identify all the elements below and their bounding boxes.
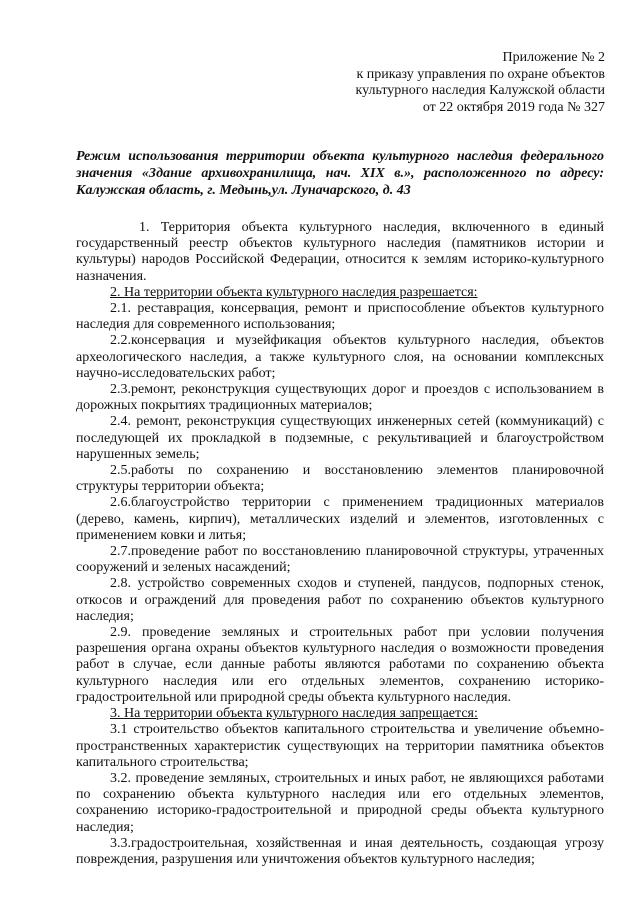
appendix-order-ref: к приказу управления по охране объектов <box>356 66 605 82</box>
paragraph-3-1: 3.1 строительство объектов капитального строительства и увеличение объемно-пространственных характеристик существующих на территории памятника объектов капитального строительства; <box>76 722 604 770</box>
paragraph-2-2: 2.2.консервация и музейфикация объектов культурного наследия, объектов археологического наследия, а также культурного слоя, на основании комплексных научно-исследовательских работ; <box>76 333 604 381</box>
appendix-date: от 22 октября 2019 года № 327 <box>422 99 605 115</box>
paragraph-2-3: 2.3.ремонт, реконструкция существующих дорог и проездов с использованием в дорожных покрытиях традиционных материалов; <box>76 382 604 414</box>
appendix-number: Приложение № 2 <box>502 50 605 65</box>
document-title: Режим использования территории объекта культурного наследия федерального значения «Здание архивохранилища, нач. XIX в.», расположенного по адресу: Калужская область, г. Медынь,ул. Луначарского, д. 43 <box>76 149 604 198</box>
paragraph-2-6: 2.6.благоустройство территории с применением традиционных материалов (дерево, камень, кирпич), металлических изделий и элементов, изготовленных с применением ковки и литья; <box>76 495 604 543</box>
appendix-header <box>356 50 605 116</box>
paragraph-2-8: 2.8. устройство современных сходов и ступеней, пандусов, подпорных стенок, откосов и ограждений для проведения работ по сохранению объектов культурного наследия; <box>76 576 604 624</box>
paragraph-1: 1. Территория объекта культурного наследия, включенного в единый государственный реестр объектов культурного наследия (памятников истории и культуры) народов Российской Федерации, относится к землям историко-культурного назначения. <box>76 220 604 284</box>
paragraph-3-3: 3.3.градостроительная, хозяйственная и иная деятельность, создающая угрозу повреждения, разрушения или уничтожения объектов культурного наследия; <box>76 835 604 867</box>
paragraph-2-7: 2.7.проведение работ по восстановлению планировочной структуры, утраченных сооружений и зеленых насаждений; <box>76 544 604 576</box>
paragraph-3-2: 3.2. проведение земляных, строительных и иных работ, не являющихся работами по сохранению объекта культурного наследия или его отдельных элементов, сохранению историко-градостроительной и природной среды объекта культурного наследия; <box>76 770 604 835</box>
paragraph-2-4: 2.4. ремонт, реконструкция существующих инженерных сетей (коммуникаций) с последующей их прокладкой в подземные, с рекультивацией и благоустройством нарушенных земель; <box>76 414 604 462</box>
document-body <box>76 212 604 868</box>
section-heading-prohibited: 3. На территории объекта культурного наследия запрещается: <box>110 706 478 722</box>
paragraph-2-9: 2.9. проведение земляных и строительных работ при условии получения разрешения органа охраны объектов культурного наследия о возможности проведения работ в случае, если данные работы являются работами по сохранению объекта культурного наследия или его отдельных элементов, сохранению историко-градостроительной или природной среды объекта культурного наследия. <box>76 625 604 705</box>
paragraph-2-1: 2.1. реставрация, консервация, ремонт и приспособление объектов культурного наследия для современного использования; <box>76 301 604 333</box>
paragraph-2-5: 2.5.работы по сохранению и восстановлению элементов планировочной структуры территории объекта; <box>76 463 604 495</box>
section-heading-allowed: 2. На территории объекта культурного наследия разрешается: <box>110 284 478 300</box>
appendix-department: культурного наследия Калужской области <box>355 83 605 98</box>
